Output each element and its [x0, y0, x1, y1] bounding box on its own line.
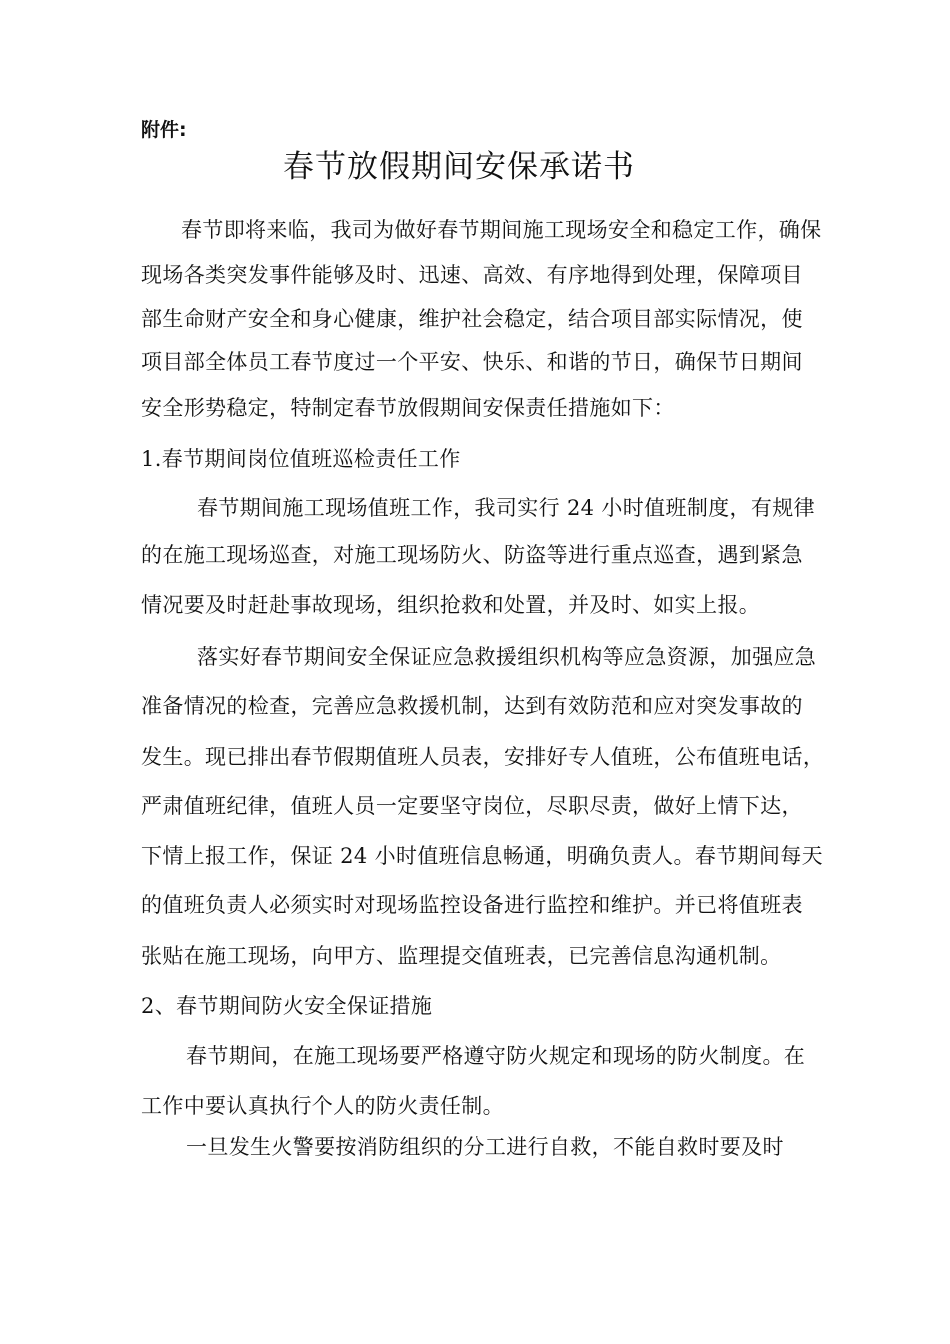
paragraph-line: 春节期间施工现场值班工作，我司实行 24 小时值班制度，有规律	[197, 496, 815, 520]
paragraph-line: 工作中要认真执行个人的防火责任制。	[141, 1094, 504, 1118]
paragraph-line: 一旦发生火警要按消防组织的分工进行自救，不能自救时要及时	[186, 1135, 784, 1159]
paragraph-line: 下情上报工作，保证 24 小时值班信息畅通，明确负责人。春节期间每天	[141, 844, 823, 868]
paragraph-line: 严肃值班纪律，值班人员一定要坚守岗位，尽职尽责，做好上情下达，	[141, 794, 803, 818]
paragraph-line: 安全形势稳定，特制定春节放假期间安保责任措施如下：	[141, 396, 675, 420]
section-heading: 2、春节期间防火安全保证措施	[141, 994, 433, 1018]
paragraph-line: 春节即将来临，我司为做好春节期间施工现场安全和稳定工作，确保	[181, 218, 822, 242]
paragraph-line: 的值班负责人必须实时对现场监控设备进行监控和维护。并已将值班表	[141, 893, 803, 917]
attachment-label: 附件:	[141, 119, 187, 141]
paragraph-line: 准备情况的检查，完善应急救援机制，达到有效防范和应对突发事故的	[141, 694, 803, 718]
paragraph-line: 发生。现已排出春节假期值班人员表，安排好专人值班，公布值班电话，	[141, 745, 825, 769]
paragraph-line: 张贴在施工现场，向甲方、监理提交值班表，已完善信息沟通机制。	[141, 944, 782, 968]
paragraph-line: 现场各类突发事件能够及时、迅速、高效、有序地得到处理，保障项目	[141, 263, 803, 287]
paragraph-line: 项目部全体员工春节度过一个平安、快乐、和谐的节日，确保节日期间	[141, 350, 803, 374]
section-heading: 1.春节期间岗位值班巡检责任工作	[141, 447, 461, 471]
paragraph-line: 情况要及时赶赴事故现场，组织抢救和处置，并及时、如实上报。	[141, 593, 761, 617]
paragraph-line: 落实好春节期间安全保证应急救援组织机构等应急资源，加强应急	[197, 645, 817, 669]
paragraph-line: 春节期间，在施工现场要严格遵守防火规定和现场的防火制度。在	[186, 1044, 806, 1068]
paragraph-line: 的在施工现场巡查，对施工现场防火、防盗等进行重点巡查，遇到紧急	[141, 543, 803, 567]
document-title: 春节放假期间安保承诺书	[283, 149, 635, 185]
paragraph-line: 部生命财产安全和身心健康，维护社会稳定，结合项目部实际情况，使	[141, 307, 803, 331]
